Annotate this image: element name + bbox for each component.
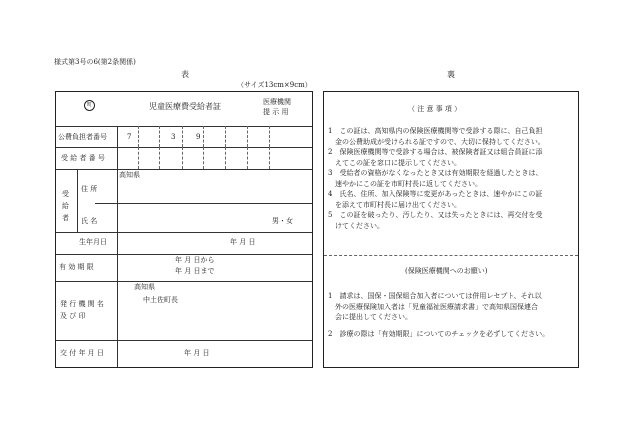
medical-present-line1: 医療機関 — [263, 98, 291, 106]
note-line: 2 保険医療機関等で受診する場合は、被保険者証又は組合員証に添 — [328, 148, 543, 156]
recipient-number-label: 受 給 者 番 号 — [61, 154, 105, 162]
card-title: 児童医療費受給者証 — [149, 102, 221, 111]
validity-to: 年 月 日まで — [175, 267, 215, 275]
issuer-label-line1: 発 行 機 関 名 — [60, 300, 104, 308]
request-line: 会に提出してください。 — [328, 313, 412, 321]
note-line: 4 氏名、住所、加入保険等に変更があったときは、速やかにこの証 — [328, 190, 543, 198]
recipient-group-label: 受 給 者 — [62, 190, 69, 222]
front-label: 表 — [181, 70, 189, 79]
size-note: （サイズ13cm×9cm） — [237, 81, 312, 89]
payer-number-label: 公費負担者番号 — [58, 133, 107, 141]
birth-date-label: 生年月日 — [79, 238, 107, 246]
issue-date-value: 年 月 日 — [184, 349, 210, 357]
back-label: 裏 — [447, 70, 455, 79]
notes-list — [328, 126, 545, 231]
address-label: 住 所 — [81, 185, 98, 193]
payer-digit-4: 9 — [196, 133, 201, 141]
note-line: を添えて市町村長に届け出てください。 — [328, 200, 461, 209]
requests-list — [328, 291, 549, 339]
payer-digit-3: 3 — [171, 133, 176, 141]
note-line: 速やかにこの証を市町村長に返してください。 — [328, 179, 482, 188]
issuer-label-line2: 及 び 印 — [60, 312, 86, 320]
name-label: 氏 名 — [81, 217, 98, 225]
request-line: 1 請求は、国保・国保組合加入者については併用レセプト、それ以 — [328, 292, 542, 300]
issue-date-label: 交 付 年 月 日 — [60, 349, 104, 357]
birth-date-value: 年 月 日 — [230, 238, 256, 246]
issuer-prefecture: 高知県 — [134, 283, 155, 291]
note-line: えてこの証を窓口に提示してください。 — [328, 158, 461, 167]
request-line: 外の医療保険加入者は「児童福祉医療請求書」で高知県国保連合 — [328, 302, 538, 311]
town-seal-icon: 町 — [84, 100, 95, 111]
note-line: 5 この証を破ったり、汚したり、又は失ったときには、再交付を受 — [328, 211, 543, 219]
validity-label: 有 効 期 限 — [59, 263, 94, 271]
note-line: けてください。 — [328, 221, 384, 230]
note-line: 金の公費助成が受けられる証ですので、大切に保持してください。 — [328, 137, 545, 146]
gender-options: 男・女 — [272, 217, 293, 225]
medical-present-line2: 提 示 用 — [263, 108, 289, 116]
address-value: 高知県 — [119, 171, 140, 179]
request-line: 2 診療の際は「有効期限」についてのチェックを必ずしてください。 — [328, 329, 550, 338]
issuer-town: 中土佐町長 — [143, 296, 178, 304]
form-number: 様式第3号の6(第2条関係) — [54, 58, 136, 66]
notes-title: （ 注 意 事 項 ） — [408, 105, 462, 113]
payer-digit-1: 7 — [127, 133, 132, 141]
validity-from: 年 月 日から — [175, 256, 215, 264]
request-title: (保険医療機関へのお願い) — [405, 267, 488, 275]
note-line: 3 受給者の資格がなくなったとき又は有効期限を経過したときは、 — [328, 169, 543, 177]
note-line: 1 この証は、高知県内の保険医療機関等で受診する際に、自己負担 — [328, 127, 543, 135]
